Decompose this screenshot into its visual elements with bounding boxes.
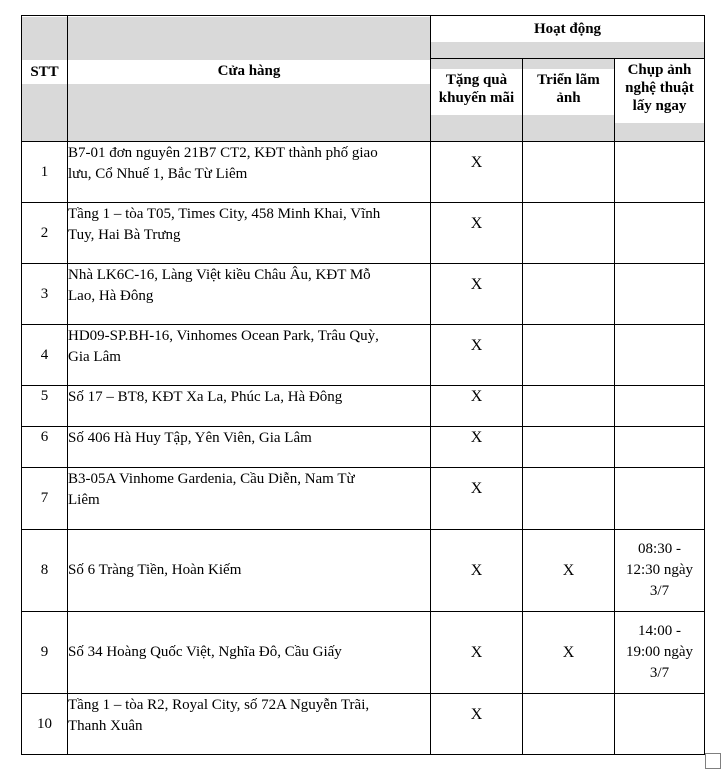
row-store: [68, 694, 431, 755]
table-row: [22, 468, 705, 530]
exhibit-mark: [523, 203, 615, 264]
exhibit-mark: [523, 142, 615, 203]
photo-time: [615, 264, 705, 325]
row-stt: 9: [22, 612, 68, 694]
photo-time: [615, 530, 705, 612]
row-store: [68, 530, 431, 612]
gift-header-cell: [431, 59, 523, 142]
gift-mark: X: [431, 325, 523, 386]
row-store: [68, 612, 431, 694]
photo-time: [615, 325, 705, 386]
row-store: [68, 203, 431, 264]
store-line: lưu, Cổ Nhuế 1, Bắc Từ Liêm: [68, 166, 248, 182]
store-line: Lao, Hà Đông: [68, 288, 154, 304]
activities-header: Hoạt động: [431, 16, 704, 42]
store-line: Tuy, Hai Bà Trưng: [68, 227, 181, 243]
row-stt: 3: [22, 264, 68, 325]
photo-time-line: 3/7: [649, 583, 670, 599]
exhibit-mark: X: [523, 530, 615, 612]
exhibit-mark: [523, 325, 615, 386]
table-row: [22, 530, 705, 612]
photo-time-line: 14:00 -: [638, 623, 681, 639]
photo-header-line-1: Chụp ảnh: [627, 62, 692, 78]
photo-header: [615, 59, 704, 123]
photo-time: [615, 468, 705, 530]
photo-header-cell: [615, 59, 705, 142]
photo-time: [615, 427, 705, 468]
exhibit-header: [523, 69, 614, 115]
exhibit-mark: [523, 694, 615, 755]
gift-mark: X: [431, 530, 523, 612]
exhibit-mark: X: [523, 612, 615, 694]
row-stt: 6: [22, 427, 68, 468]
row-stt: 4: [22, 325, 68, 386]
exhibit-header-line-1: Triển lãm: [537, 72, 600, 88]
row-stt: 7: [22, 468, 68, 530]
exhibit-mark: [523, 468, 615, 530]
store-line: Thanh Xuân: [68, 718, 143, 734]
row-stt: 2: [22, 203, 68, 264]
store-line: HD09-SP.BH-16, Vinhomes Ocean Park, Trâu Quỳ,: [68, 328, 379, 344]
row-store: [68, 325, 431, 386]
photo-time: [615, 203, 705, 264]
store-line: Tầng 1 – tòa R2, Royal City, số 72A Nguyễn Trãi,: [68, 697, 370, 713]
row-stt: 10: [22, 694, 68, 755]
exhibit-mark: [523, 427, 615, 468]
exhibit-header-line-2: ảnh: [556, 90, 581, 106]
gift-mark: X: [431, 386, 523, 427]
photo-time: [615, 142, 705, 203]
row-store: [68, 468, 431, 530]
exhibit-header-cell: [523, 59, 615, 142]
gift-mark: X: [431, 612, 523, 694]
store-line: Liêm: [68, 492, 100, 508]
row-stt: 5: [22, 386, 68, 427]
table-row: [22, 612, 705, 694]
table-row: [22, 386, 705, 427]
gift-mark: X: [431, 468, 523, 530]
gift-mark: X: [431, 694, 523, 755]
store-line: Tầng 1 – tòa T05, Times City, 458 Minh Khai, Vĩnh: [68, 206, 381, 222]
table-row: [22, 325, 705, 386]
photo-header-line-3: lấy ngay: [632, 98, 687, 114]
gift-mark: X: [431, 264, 523, 325]
photo-time: [615, 386, 705, 427]
store-line: Số 406 Hà Huy Tập, Yên Viên, Gia Lâm: [68, 430, 312, 446]
gift-header-line-2: khuyến mãi: [438, 90, 515, 106]
row-store: [68, 427, 431, 468]
store-header: Cửa hàng: [68, 60, 430, 84]
table-row: [22, 142, 705, 203]
row-store: [68, 142, 431, 203]
store-line: Số 6 Tràng Tiền, Hoàn Kiếm: [68, 562, 242, 578]
exhibit-mark: [523, 386, 615, 427]
row-store: [68, 264, 431, 325]
gift-mark: X: [431, 142, 523, 203]
table-row: [22, 694, 705, 755]
photo-time-line: 19:00 ngày: [625, 644, 694, 660]
table-resize-handle[interactable]: [705, 753, 721, 769]
store-header-cell: [68, 16, 431, 142]
gift-header: [431, 69, 522, 115]
store-line: Nhà LK6C-16, Làng Việt kiều Châu Âu, KĐT Mỗ: [68, 267, 371, 283]
stt-header-cell: [22, 16, 68, 142]
gift-mark: X: [431, 427, 523, 468]
row-stt: 8: [22, 530, 68, 612]
photo-time: [615, 694, 705, 755]
store-line: Số 17 – BT8, KĐT Xa La, Phúc La, Hà Đông: [68, 389, 343, 405]
store-line: Gia Lâm: [68, 349, 121, 365]
stt-header: STT: [22, 60, 67, 84]
gift-header-line-1: Tặng quà: [445, 72, 508, 88]
gift-mark: X: [431, 203, 523, 264]
table-row: [22, 427, 705, 468]
store-activity-table: [21, 15, 705, 755]
photo-time-line: 3/7: [649, 665, 670, 681]
store-line: Số 34 Hoàng Quốc Việt, Nghĩa Đô, Cầu Giấy: [68, 644, 342, 660]
row-stt: 1: [22, 142, 68, 203]
photo-time-line: 08:30 -: [638, 541, 681, 557]
table-row: [22, 264, 705, 325]
row-store: [68, 386, 431, 427]
activities-header-cell: [431, 16, 705, 59]
store-line: B7-01 đơn nguyên 21B7 CT2, KĐT thành phố giao: [68, 145, 378, 161]
photo-header-line-2: nghệ thuật: [625, 80, 694, 96]
photo-time: [615, 612, 705, 694]
store-line: B3-05A Vinhome Gardenia, Cầu Diễn, Nam Từ: [68, 471, 355, 487]
photo-time-line: 12:30 ngày: [625, 562, 694, 578]
table-row: [22, 203, 705, 264]
exhibit-mark: [523, 264, 615, 325]
